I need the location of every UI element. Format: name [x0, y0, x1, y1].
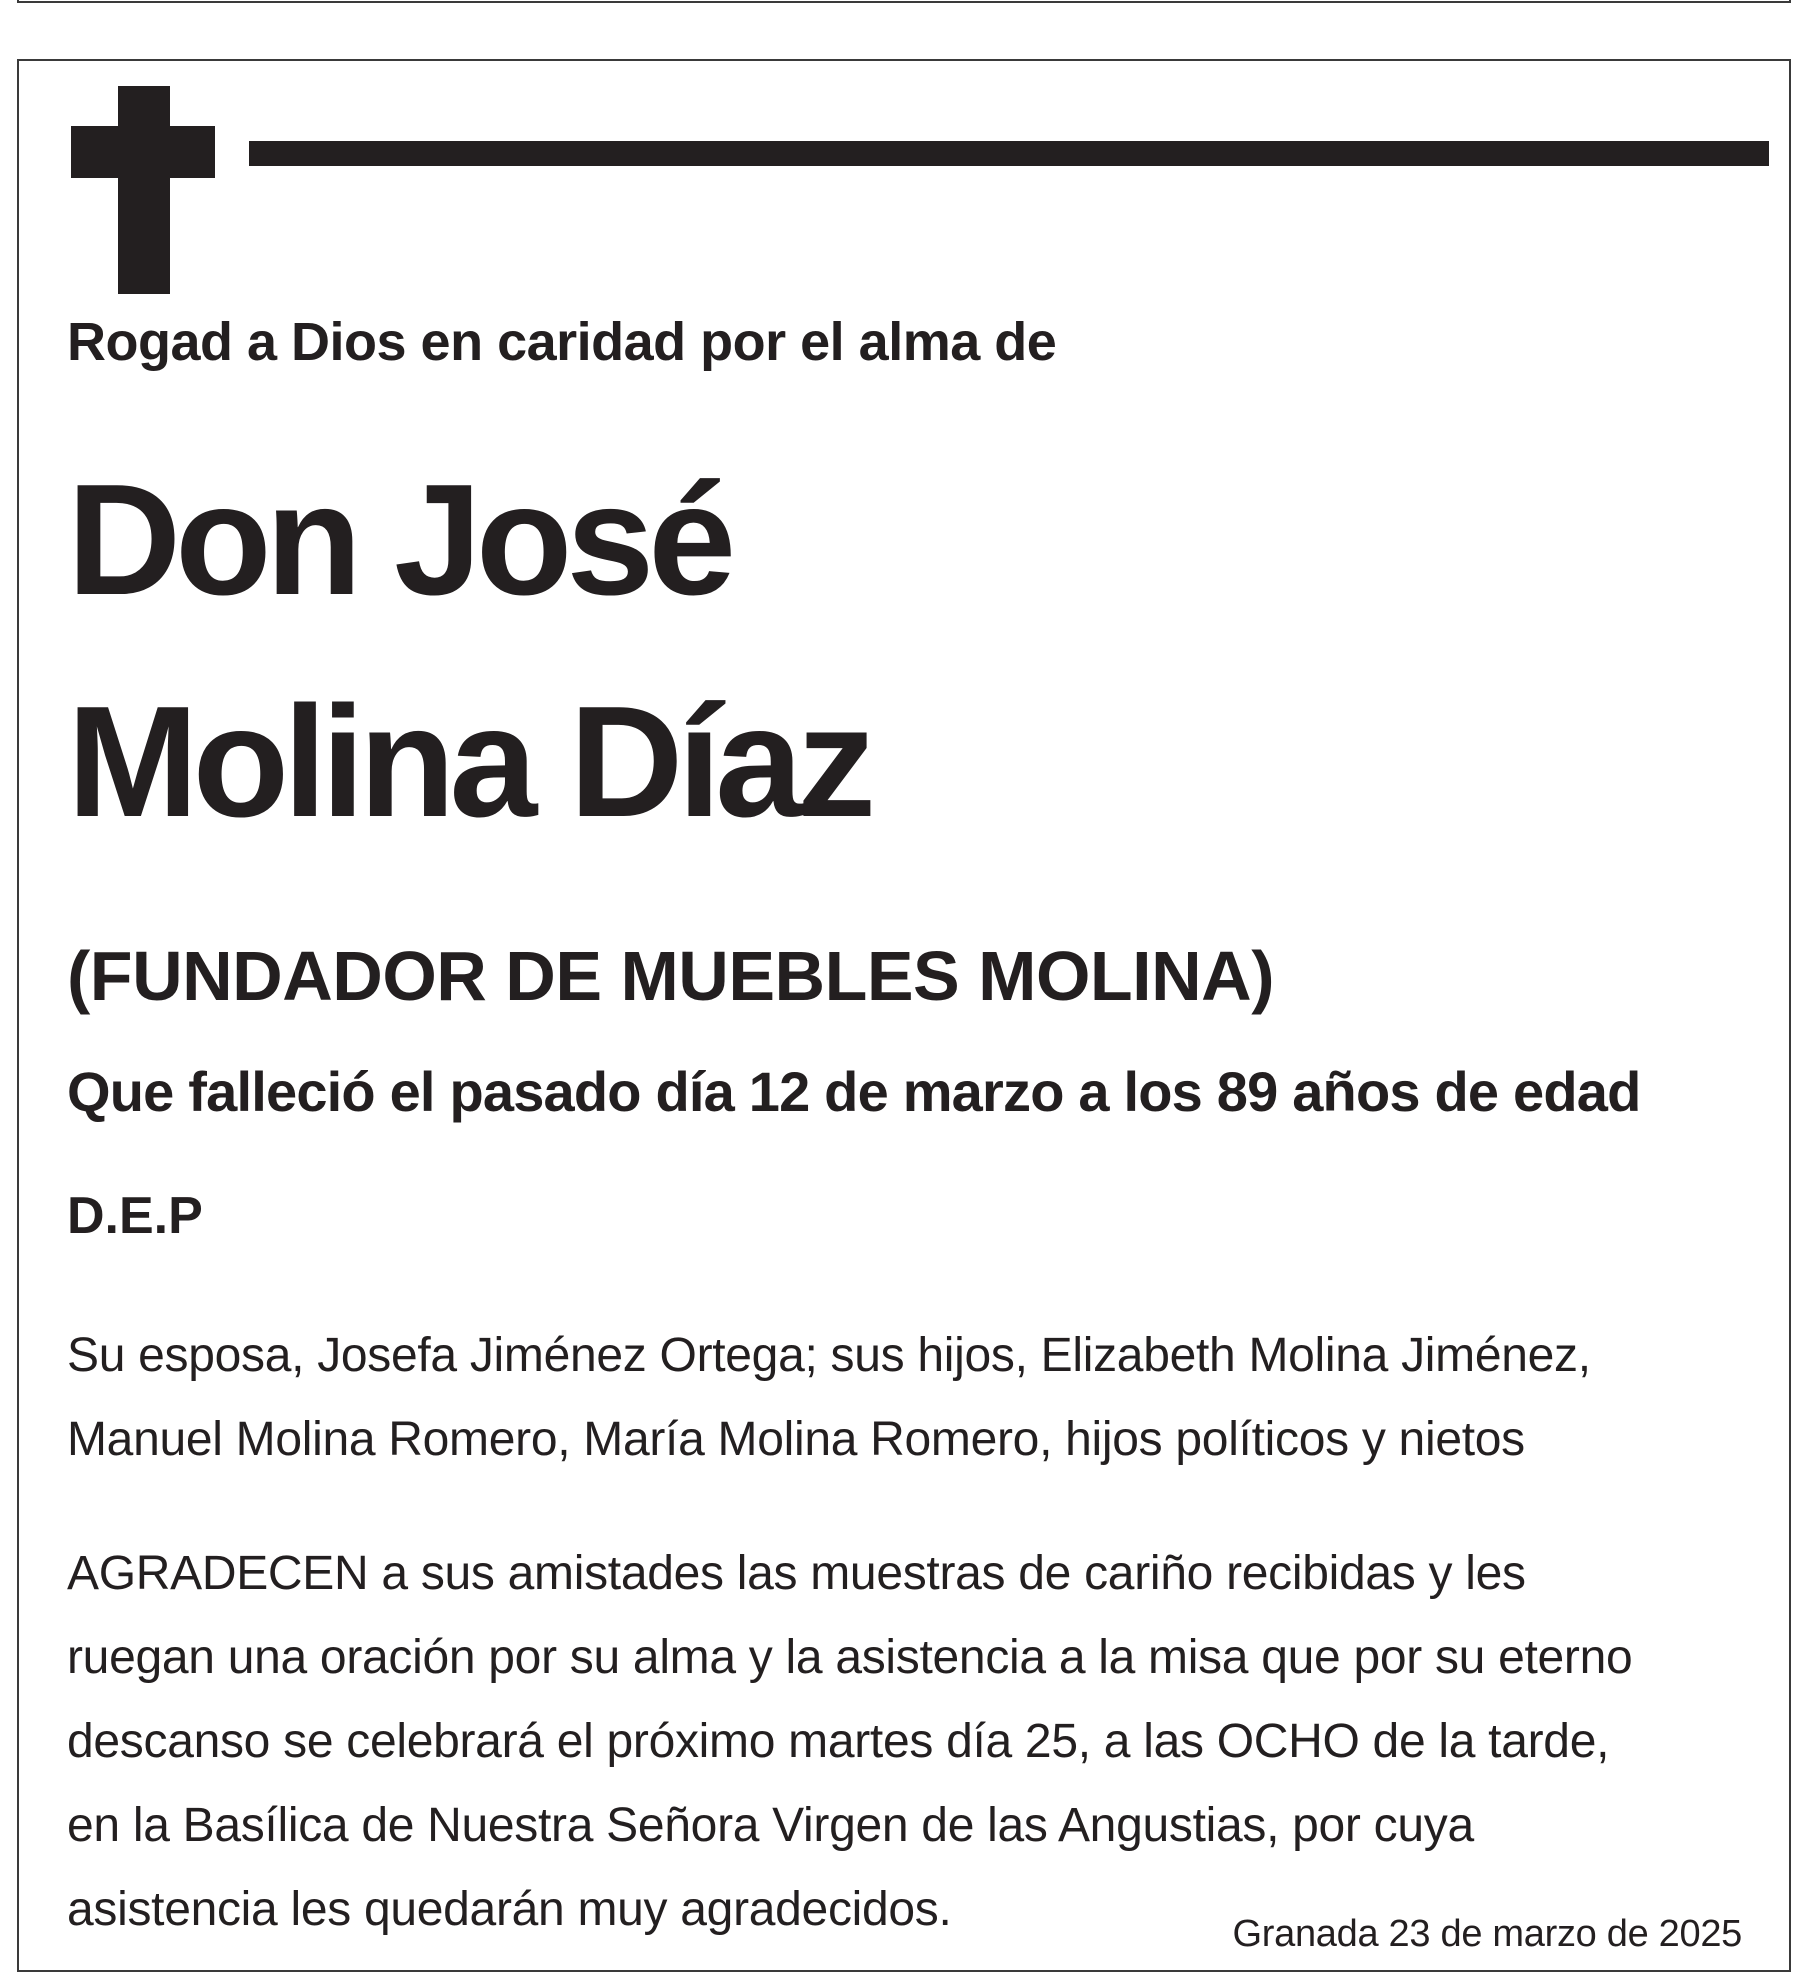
deceased-name-line-2: Molina Díaz — [67, 674, 871, 850]
intro-text: Rogad a Dios en caridad por el alma de — [67, 312, 1057, 372]
family-paragraph — [67, 1314, 1591, 1482]
thanks-line: descanso se celebrará el próximo martes día 25, a las OCHO de la tarde, — [67, 1715, 1610, 1768]
passing-date-text: Que falleció el pasado día 12 de marzo a los 89 años de edad — [67, 1060, 1641, 1123]
previous-notice-frame — [17, 0, 1791, 3]
deceased-name-line-1: Don José — [67, 452, 731, 628]
cross-horizontal-bar — [71, 126, 215, 178]
deceased-role: (FUNDADOR DE MUEBLES MOLINA) — [67, 937, 1275, 1015]
thanks-line: asistencia les quedarán muy agradecidos. — [67, 1883, 952, 1936]
place-and-date: Granada 23 de marzo de 2025 — [1232, 1913, 1742, 1955]
obituary-notice — [17, 59, 1791, 1972]
header-rule — [249, 141, 1769, 166]
family-line: Manuel Molina Romero, María Molina Romero, hijos políticos y nietos — [67, 1413, 1525, 1466]
rip-text: D.E.P — [67, 1187, 203, 1245]
thanks-line: AGRADECEN a sus amistades las muestras de cariño recibidas y les — [67, 1547, 1526, 1600]
cross-vertical-bar — [118, 86, 170, 294]
thanks-line: en la Basílica de Nuestra Señora Virgen de las Angustias, por cuya — [67, 1799, 1474, 1852]
thanks-line: ruegan una oración por su alma y la asistencia a la misa que por su eterno — [67, 1631, 1633, 1684]
family-line: Su esposa, Josefa Jiménez Ortega; sus hijos, Elizabeth Molina Jiménez, — [67, 1329, 1591, 1382]
thanks-paragraph — [67, 1532, 1632, 1952]
